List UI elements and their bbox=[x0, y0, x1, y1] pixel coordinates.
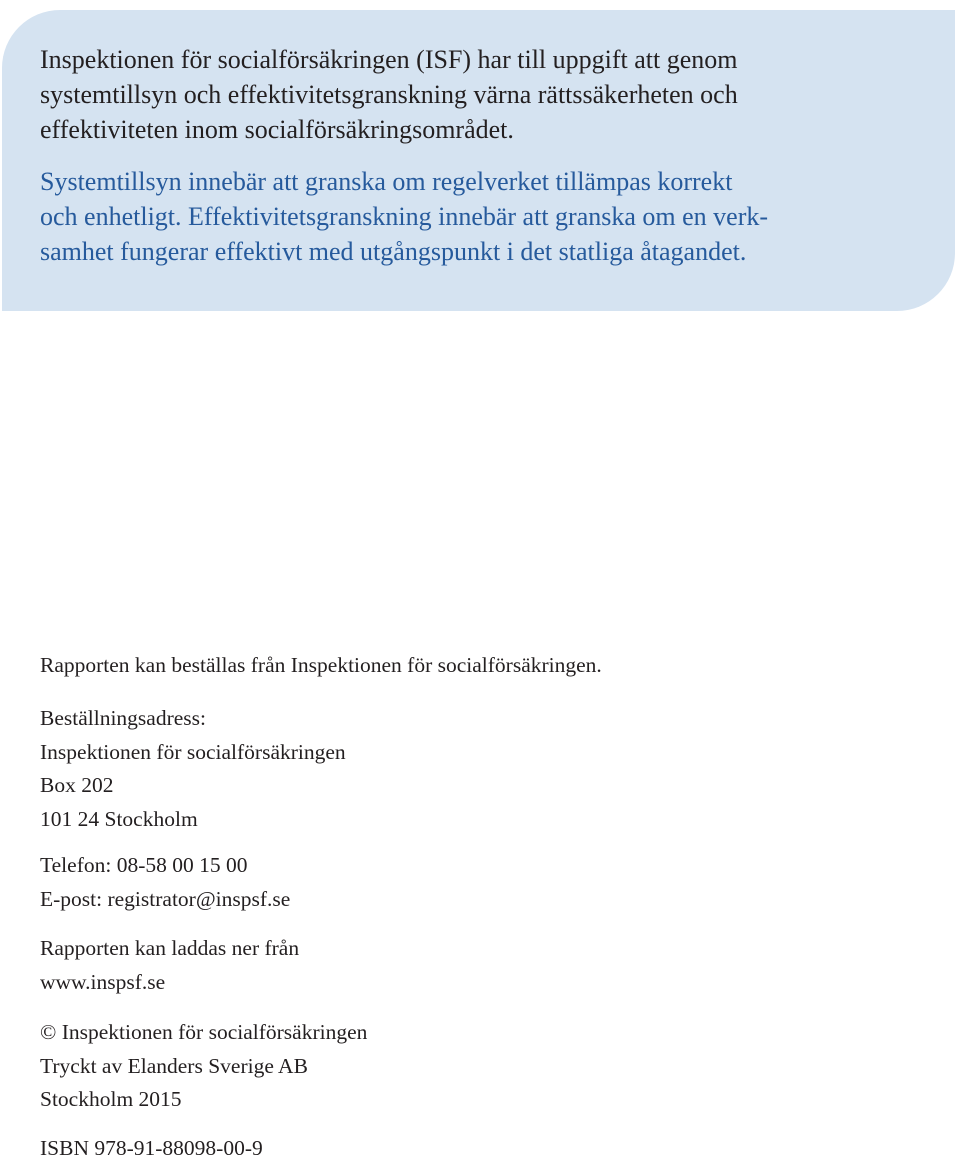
contact-info bbox=[40, 849, 920, 916]
mission-line: Inspektionen för socialförsäkringen (ISF) har till uppgift att genom bbox=[40, 45, 738, 74]
print-place-year: Stockholm 2015 bbox=[40, 1087, 182, 1111]
mission-line: systemtillsyn och effektivitetsgranskning värna rättssäkerheten och bbox=[40, 80, 738, 109]
address-organization: Inspektionen för socialförsäkringen bbox=[40, 739, 346, 764]
mission-paragraph bbox=[40, 42, 920, 147]
download-info bbox=[40, 932, 920, 999]
isbn-number: ISBN 978-91-88098-00-9 bbox=[40, 1136, 263, 1160]
definition-line: samhet fungerar effektivt med utgångspunkt i det statliga åtagandet. bbox=[40, 237, 747, 266]
definition-paragraph bbox=[40, 164, 920, 269]
order-address bbox=[40, 702, 920, 836]
address-box: Box 202 bbox=[40, 773, 114, 797]
order-note bbox=[40, 649, 920, 683]
printer: Tryckt av Elanders Sverige AB bbox=[40, 1053, 308, 1078]
download-text: Rapporten kan laddas ner från bbox=[40, 936, 300, 960]
definition-line: och enhetligt. Effektivitetsgranskning innebär att granska om en verk- bbox=[40, 202, 769, 231]
website-url: www.inspsf.se bbox=[40, 969, 166, 994]
mission-line: effektiviteten inom socialförsäkringsområdet. bbox=[40, 115, 514, 144]
isbn bbox=[40, 1132, 920, 1162]
definition-line: Systemtillsyn innebär att granska om regelverket tillämpas korrekt bbox=[40, 167, 733, 196]
phone-number: Telefon: 08-58 00 15 00 bbox=[40, 853, 248, 877]
order-note-text: Rapporten kan beställas från Inspektionen för socialförsäkringen. bbox=[40, 653, 602, 677]
copyright-holder: © Inspektionen för socialförsäkringen bbox=[40, 1020, 368, 1044]
address-postal-code: 101 24 Stockholm bbox=[40, 806, 198, 831]
address-label: Beställningsadress: bbox=[40, 706, 207, 730]
email-address: E-post: registrator@inspsf.se bbox=[40, 886, 291, 911]
copyright-block bbox=[40, 1016, 920, 1117]
